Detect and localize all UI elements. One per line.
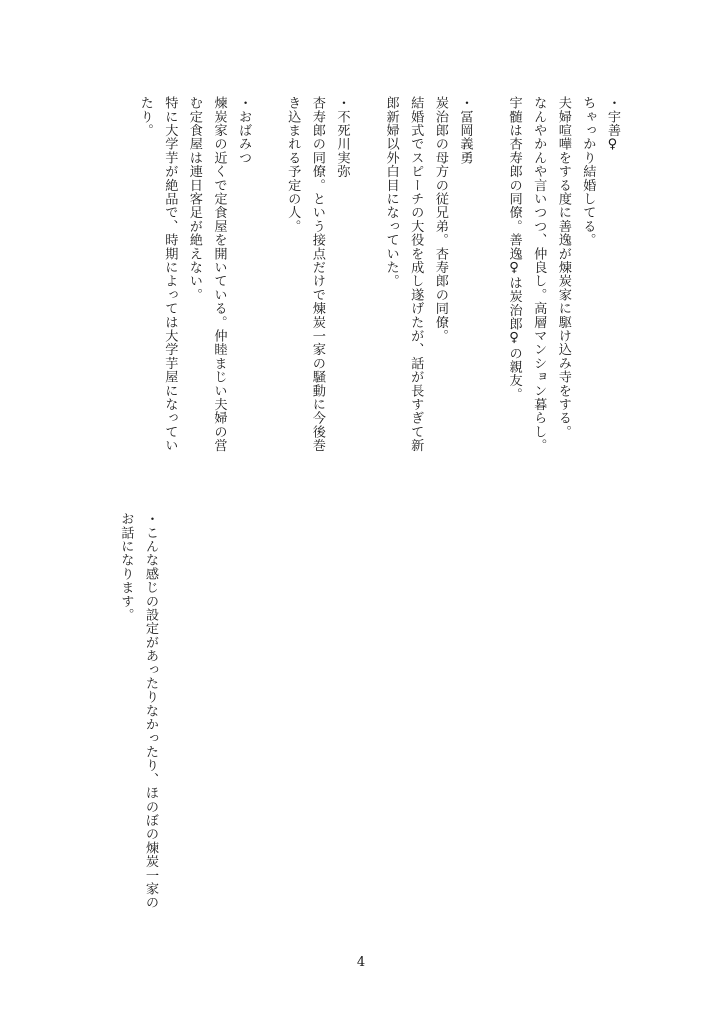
text-line: 炭治郎の母方の従兄弟。杏寿郎の同僚。 xyxy=(432,96,448,343)
text-line: 杏寿郎の同僚。という接点だけで煉炭一家の騒動に今後巻 xyxy=(309,96,325,453)
text-line: き込まれる予定の人。 xyxy=(285,96,301,233)
character-notes xyxy=(124,96,624,496)
section-heading: ・宇善♀ xyxy=(605,96,620,153)
text-line: む定食屋は連日客足が絶えない。 xyxy=(186,96,202,302)
text-line: 宇髄は杏寿郎の同僚。善逸♀は炭治郎♀の親友。 xyxy=(506,96,522,401)
text-line: なんやかんや言いつつ、仲良し。高層マンション暮らし。 xyxy=(531,96,547,453)
text-line: 郎新婦以外白目になっていた。 xyxy=(383,96,399,288)
text-line: 煉炭家の近くで定食屋を開いている。仲睦まじい夫婦の営 xyxy=(211,96,227,453)
section-heading: ・不死川実弥 xyxy=(334,96,350,179)
text-line: ・こんな感じの設定があったりなかったり、ほのぼの煉炭一家の xyxy=(143,512,158,910)
text-line: 結婚式でスピーチの大役を成し遂げたが、話が長すぎて新 xyxy=(408,96,424,453)
text-line: 特に大学芋が絶品で、時期によっては大学芋屋になってい xyxy=(162,96,178,453)
spacer xyxy=(353,96,378,496)
page-number: 4 xyxy=(356,955,366,970)
text-line: ちゃっかり結婚してる。 xyxy=(580,96,596,247)
closing-note xyxy=(102,512,162,942)
spacer xyxy=(476,96,501,496)
text-line: たり。 xyxy=(137,96,153,138)
section-heading: ・冨岡義勇 xyxy=(457,96,473,165)
spacer xyxy=(255,96,280,496)
section-heading: ・おばみつ xyxy=(236,96,252,165)
text-line: 夫婦喧嘩をする度に善逸が煉炭家に駆け込み寺をする。 xyxy=(555,96,571,439)
text-line: お話になります。 xyxy=(118,512,134,622)
